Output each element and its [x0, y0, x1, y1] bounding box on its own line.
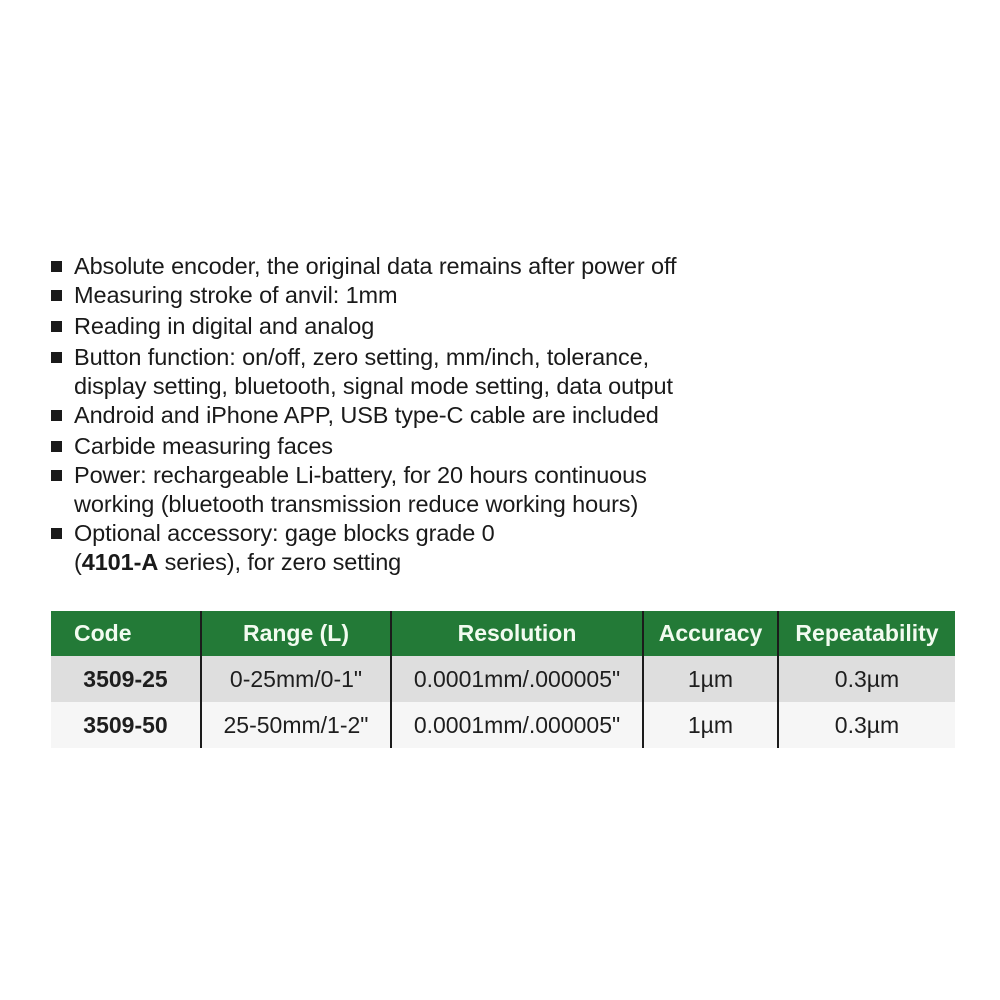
- cell-accuracy: 1µm: [643, 702, 778, 748]
- feature-text: Reading in digital and analog: [74, 313, 375, 339]
- feature-item: [50, 432, 810, 461]
- feature-text: Carbide measuring faces: [74, 433, 333, 459]
- feature-item: [50, 401, 810, 430]
- column-header-repeatability: Repeatability: [778, 611, 955, 656]
- feature-item: [50, 343, 810, 401]
- feature-item: [50, 281, 810, 310]
- square-bullet-icon: [51, 470, 62, 481]
- feature-list: [50, 252, 810, 577]
- square-bullet-icon: [51, 261, 62, 272]
- feature-text-suffix: series), for zero setting: [158, 549, 402, 575]
- feature-text-line2: working (bluetooth transmission reduce working hours): [74, 491, 639, 517]
- column-header-resolution: Resolution: [391, 611, 643, 656]
- feature-text-line1: Power: rechargeable Li-battery, for 20 hours continuous: [74, 462, 647, 488]
- feature-text-prefix: (: [74, 549, 82, 575]
- table-row: [51, 656, 955, 702]
- square-bullet-icon: [51, 290, 62, 301]
- cell-range: 25-50mm/1-2": [201, 702, 391, 748]
- column-header-range: Range (L): [201, 611, 391, 656]
- feature-text: Android and iPhone APP, USB type-C cable are included: [74, 402, 659, 428]
- cell-code: 3509-25: [51, 656, 201, 702]
- feature-item: [50, 461, 810, 519]
- feature-text: Measuring stroke of anvil: 1mm: [74, 282, 398, 308]
- column-header-code: Code: [51, 611, 201, 656]
- square-bullet-icon: [51, 352, 62, 363]
- square-bullet-icon: [51, 441, 62, 452]
- table-header-row: [51, 611, 955, 656]
- feature-item: [50, 252, 810, 281]
- cell-repeatability: 0.3µm: [778, 702, 955, 748]
- column-header-accuracy: Accuracy: [643, 611, 778, 656]
- accessory-code: 4101-A: [81, 549, 159, 575]
- feature-item: [50, 312, 810, 341]
- square-bullet-icon: [51, 528, 62, 539]
- feature-item: [50, 519, 810, 577]
- cell-range: 0-25mm/0-1": [201, 656, 391, 702]
- feature-text: Absolute encoder, the original data remains after power off: [74, 253, 677, 279]
- cell-repeatability: 0.3µm: [778, 656, 955, 702]
- square-bullet-icon: [51, 321, 62, 332]
- feature-text-line1: Button function: on/off, zero setting, mm/inch, tolerance,: [74, 344, 650, 370]
- square-bullet-icon: [51, 410, 62, 421]
- cell-accuracy: 1µm: [643, 656, 778, 702]
- feature-text-line1: Optional accessory: gage blocks grade 0: [74, 520, 495, 546]
- cell-resolution: 0.0001mm/.000005": [391, 702, 643, 748]
- cell-code: 3509-50: [51, 702, 201, 748]
- feature-text-line2: display setting, bluetooth, signal mode setting, data output: [74, 373, 673, 399]
- spec-table: [51, 611, 955, 748]
- cell-resolution: 0.0001mm/.000005": [391, 656, 643, 702]
- table-row: [51, 702, 955, 748]
